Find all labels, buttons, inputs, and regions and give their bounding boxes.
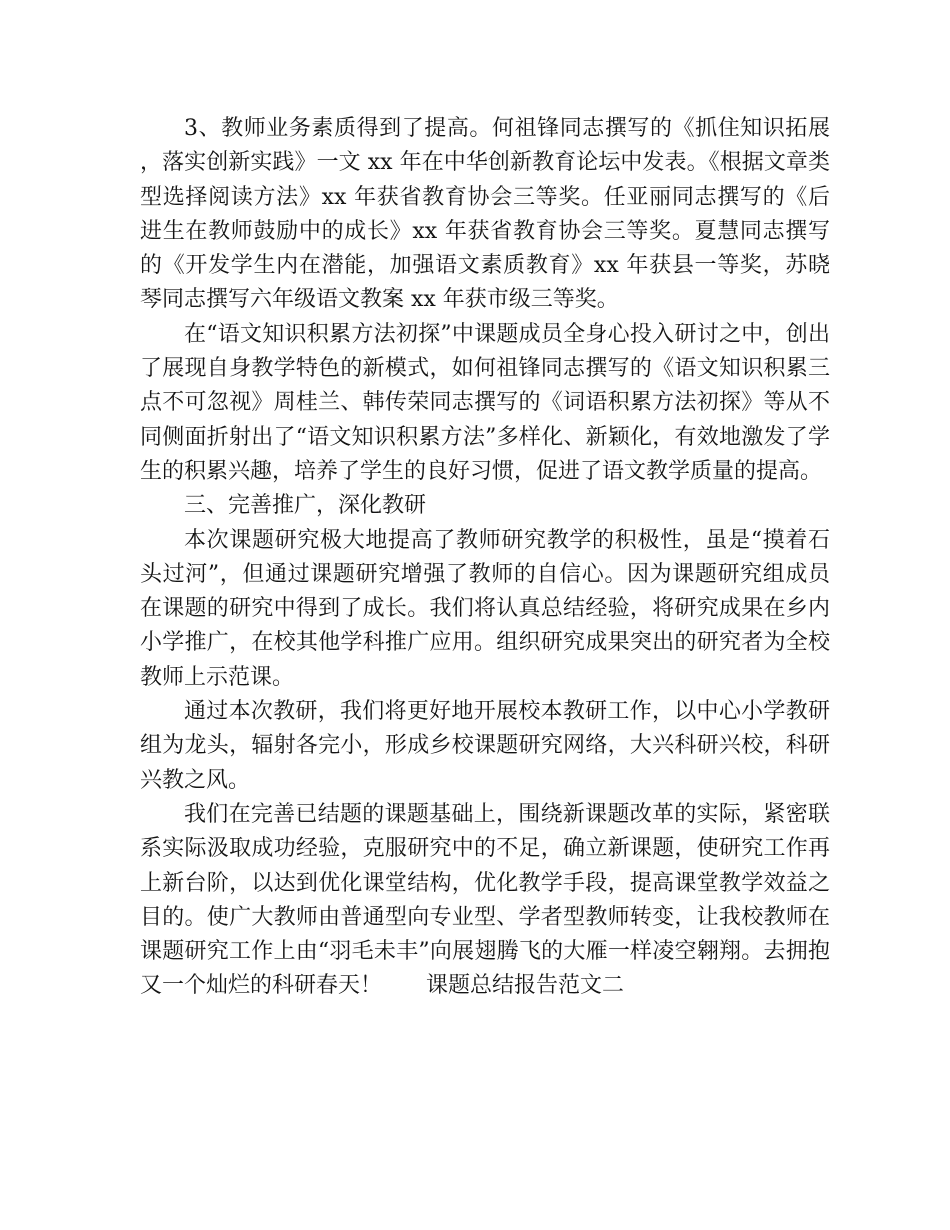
paragraph-school-research: 通过本次教研，我们将更好地开展校本教研工作，以中心小学教研组为龙头，辐射各完小，形成乡校课题研究网络，大兴科研兴校，科研兴教之风。 [140,699,830,793]
paragraph-new-topics [140,798,830,1004]
paragraph-accumulation-methods: 在“语文知识积累方法初探”中课题成员全身心投入研讨之中，创出了展现自身教学特色的新模式，如何祖锋同志撰写的《语文知识积累三点不可忽视》周桂兰、韩传荣同志撰写的《词语积累方法初探》等从不同侧面折射出了“语文知识积累方法”多样化、新颖化，有效地激发了学生的积累兴趣，培养了学生的良好习惯，促进了语文教学质量的提高。 [140,321,830,484]
paragraph-teacher-quality: 3、教师业务素质得到了提高。何祖锋同志撰写的《抓住知识拓展，落实创新实践》一文 xx 年在中华创新教育论坛中发表。《根据文章类型选择阅读方法》xx 年获省教育协会三等奖。任亚丽同志撰写的《后进生在教师鼓励中的成长》xx 年获省教育协会三等奖。夏慧同志撰写的《开发学生内在潜能，加强语文素质教育》xx 年获县一等奖，苏晓琴同志撰写六年级语文教案 xx 年获市级三等奖。 [140,116,830,313]
section-heading-promotion: 三、完善推广，深化教研 [184,493,427,519]
paragraph-new-topics-text: 我们在完善已结题的课题基础上，围绕新课题改革的实际，紧密联系实际汲取成功经验，克服研究中的不足，确立新课题，使研究工作再上新台阶，以达到优化课堂结构，优化教学手段，提高课堂教学效益之目的。使广大教师由普通型向专业型、学者型教师转变，让我校教师在课题研究工作上由“羽毛未丰”向展翅腾飞的大雁一样凌空翱翔。去拥抱又一个灿烂的科研春天！ [140,801,830,999]
paragraph-research-enthusiasm: 本次课题研究极大地提高了教师研究教学的积极性，虽是“摸着石头过河”，但通过课题研究增强了教师的自信心。因为课题研究组成员在课题的研究中得到了成长。我们将认真总结经验，将研究成果在乡内小学推广，在校其他学科推广应用。组织研究成果突出的研究者为全校教师上示范课。 [140,527,830,690]
document-body [140,112,830,1004]
next-document-title: 课题总结报告范文二 [426,973,625,999]
